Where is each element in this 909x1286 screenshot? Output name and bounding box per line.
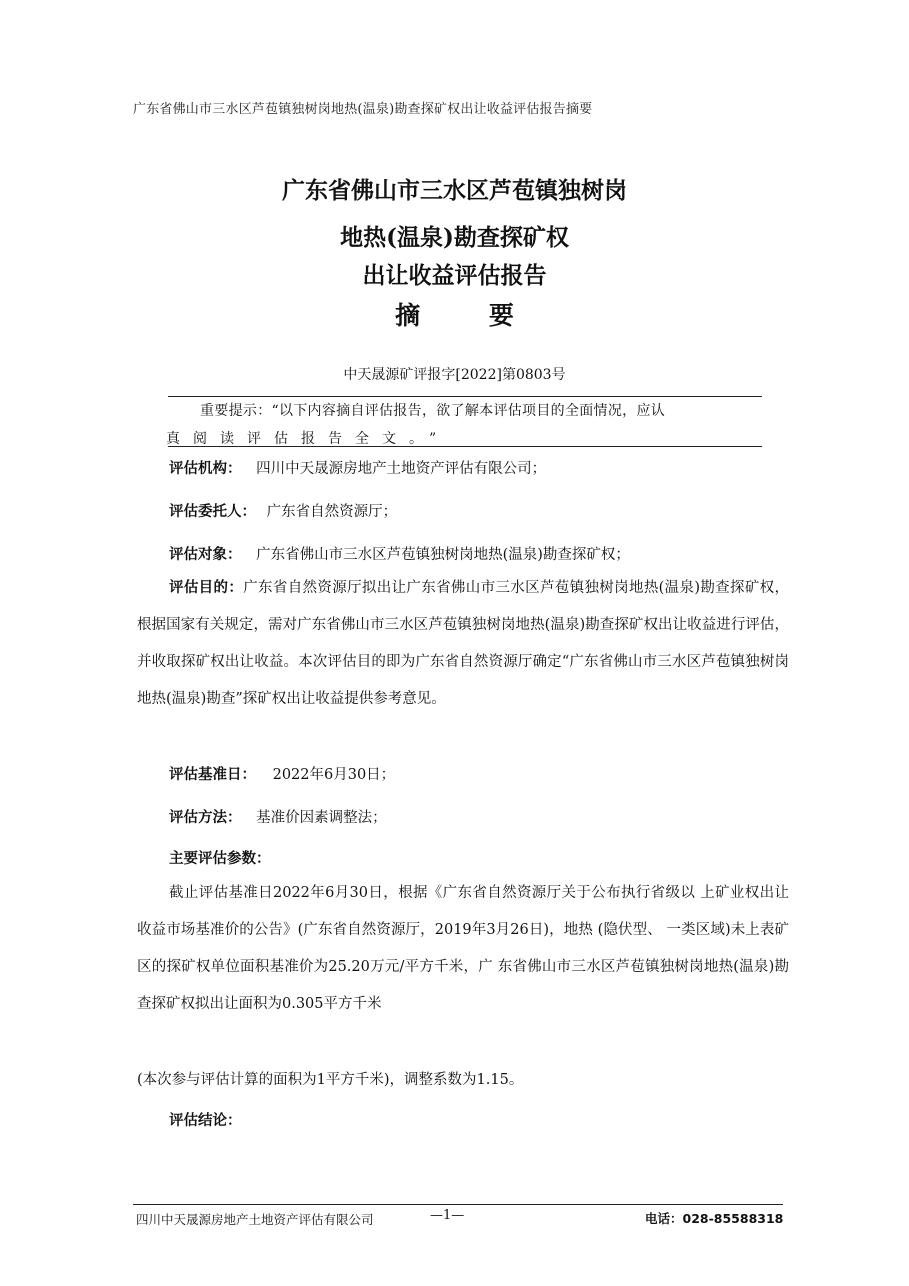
running-header: 广东省佛山市三水区芦苞镇独树岗地热(温泉)勘查探矿权出让收益评估报告摘要 — [133, 102, 593, 117]
base-date-value: 2022年6月30日； — [272, 767, 396, 783]
client-label: 评估委托人： — [169, 504, 256, 520]
client-field — [169, 500, 397, 521]
notice-line-2: 真阅读评估报告全文。” — [166, 431, 450, 447]
params-heading — [169, 847, 271, 868]
object-value: 广东省佛山市三水区芦苞镇独树岗地热(温泉)勘查探矿权； — [256, 547, 630, 563]
report-title-line-2: 地热(温泉)勘查探矿权 — [340, 224, 569, 251]
method-field — [169, 806, 387, 827]
client-value: 广东省自然资源厅； — [266, 504, 398, 520]
purpose-label: 评估目的： — [169, 580, 244, 596]
method-label: 评估方法： — [169, 810, 242, 826]
notice-line-1: 重要提示：“以下内容摘自评估报告，欲了解本评估项目的全面情况，应认 — [200, 403, 666, 419]
conclusion-heading — [169, 1109, 242, 1130]
agency-label: 评估机构： — [169, 461, 242, 477]
base-date-field — [169, 763, 395, 784]
footer-rule — [133, 1204, 783, 1205]
document-number: 中天晟源矿评报字[2022]第0803号 — [343, 367, 566, 383]
footer-page-number: —1— — [430, 1208, 465, 1223]
notice-top-rule — [168, 396, 762, 397]
params-label: 主要评估参数： — [169, 851, 271, 867]
agency-field — [169, 457, 546, 478]
params-paragraph: 截止评估基准日2022年6月30日，根据《广东省自然资源厅关于公布执行省级以 上矿业权出让收益市场基准价的公告》(广东省自然资源厅，2019年3月26日)，地热 (隐伏型、 一类区域)未上表矿区的探矿权单位面积基准价为25.20万元/平方千米，广 东省佛山市三水区芦苞镇独树岗地热(温泉)勘查探矿权拟出让面积为0.305平方千米 — [137, 885, 789, 1012]
footer-company: 四川中天晟源房地产土地资产评估有限公司 — [136, 1212, 374, 1227]
footer-phone: 电话：028-85588318 — [645, 1211, 784, 1226]
notice-bottom-rule — [168, 446, 762, 447]
report-title-line-1: 广东省佛山市三水区芦苞镇独树岗 — [282, 177, 627, 204]
params-paragraph-tail: (本次参与评估计算的面积为1平方千米)，调整系数为1.15。 — [137, 1072, 524, 1088]
object-label: 评估对象： — [169, 547, 242, 563]
object-field — [169, 543, 630, 564]
purpose-paragraph — [137, 570, 789, 718]
purpose-value: 广东省自然资源厅拟出让广东省佛山市三水区芦苞镇独树岗地热(温泉)勘查探矿权，根据国家有关规定，需对广东省佛山市三水区芦苞镇独树岗地热(温泉)勘查探矿权出让收益进行评估，并收取探矿权出让收益。本次评估目的即为广东省自然资源厅确定“广东省佛山市三水区芦苞镇独树岗地热(温泉)勘查”探矿权出让收益提供参考意见。 — [137, 580, 790, 707]
agency-value: 四川中天晟源房地产土地资产评估有限公司； — [256, 461, 547, 477]
method-value: 基准价因素调整法； — [256, 810, 387, 826]
base-date-label: 评估基准日： — [169, 767, 256, 783]
report-title-line-3: 出让收益评估报告 — [362, 262, 547, 289]
abstract-heading: 摘 要 — [395, 301, 544, 330]
conclusion-label: 评估结论： — [169, 1113, 242, 1129]
